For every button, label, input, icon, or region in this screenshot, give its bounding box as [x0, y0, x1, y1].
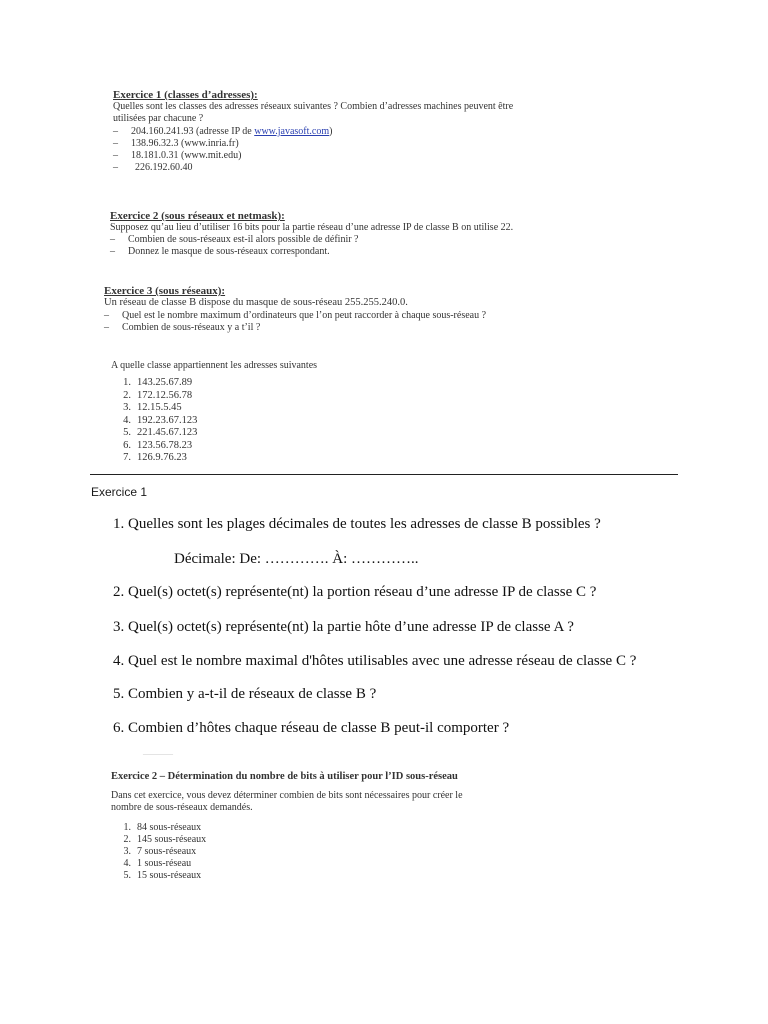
list-item: – Donnez le masque de sous-réseaux correspondant. — [110, 246, 330, 257]
exercise1-list — [113, 126, 513, 174]
exercise2-intro: Supposez qu’au lieu d’utiliser 16 bits pour la partie réseau d’une adresse IP de classe B on utilise 22. — [110, 222, 514, 233]
list-item: – Quel est le nombre maximum d’ordinateurs que l’on peut raccorder à chaque sous-réseau ? — [104, 309, 487, 321]
list-item: 1. 143.25.67.89 — [123, 377, 193, 388]
list-item: 5. 15 sous-réseaux — [123, 870, 202, 881]
exercise2-section — [110, 210, 513, 258]
question-4: 4. Quel est le nombre maximal d'hôtes utilisables avec une adresse réseau de classe C ? — [113, 653, 637, 669]
decimal-range-line: Décimale: De: …………. À: ………….. — [174, 551, 419, 567]
exercise2b-list — [111, 822, 463, 882]
list-item: 7. 126.9.76.23 — [123, 452, 187, 463]
exercise2b-intro-line2: nombre de sous-réseaux demandés. — [111, 802, 253, 813]
exercise3-intro: Un réseau de classe B dispose du masque de sous-réseau 255.255.240.0. — [104, 297, 408, 308]
list-item: 3. 12.15.5.45 — [123, 402, 182, 413]
list-item: – 18.181.0.31 (www.mit.edu) — [113, 150, 242, 161]
question-1: 1. Quelles sont les plages décimales de toutes les adresses de classe B possibles ? — [113, 516, 601, 532]
exercise1-title: Exercice 1 (classes d’adresses): — [113, 89, 258, 101]
javasoft-link[interactable]: www.javasoft.com — [254, 126, 330, 137]
question-2: 2. Quel(s) octet(s) représente(nt) la portion réseau d’une adresse IP de classe C ? — [113, 584, 597, 600]
exercise1-section — [113, 89, 513, 174]
list-item: – Combien de sous-réseaux y a t’il ? — [104, 321, 261, 333]
question-6: 6. Combien d’hôtes chaque réseau de classe B peut-il comporter ? — [113, 720, 510, 736]
exercise1-intro-line2: utilisées par chacune ? — [113, 113, 204, 124]
exercise1-intro-line1: Quelles sont les classes des adresses réseaux suivantes ? Combien d’adresses machines peuvent être — [113, 101, 514, 112]
list-item: – 204.160.241.93 (adresse IP de www.javasoft.com) — [113, 126, 333, 137]
part2-heading: Exercice 1 — [91, 485, 148, 499]
classes-section — [111, 360, 317, 465]
exercise2-title: Exercice 2 (sous réseaux et netmask): — [110, 210, 285, 222]
list-item: 4. 1 sous-réseau — [123, 858, 192, 869]
classes-list — [111, 377, 317, 465]
exercise3-title: Exercice 3 (sous réseaux): — [104, 285, 226, 297]
exercise3-section — [104, 285, 486, 334]
classes-intro: A quelle classe appartiennent les adresses suivantes — [111, 360, 318, 371]
list-item: 1. 84 sous-réseaux — [123, 822, 202, 833]
divider — [90, 474, 678, 475]
exercise2b-intro-line1: Dans cet exercice, vous devez déterminer combien de bits sont nécessaires pour créer le — [111, 790, 463, 801]
exercise2b-section — [111, 771, 463, 882]
question-3: 3. Quel(s) octet(s) représente(nt) la partie hôte d’une adresse IP de classe A ? — [113, 619, 574, 635]
question-5: 5. Combien y a-t-il de réseaux de classe B ? — [113, 686, 377, 702]
list-item: – Combien de sous-réseaux est-il alors possible de définir ? — [110, 234, 359, 245]
list-item: – 226.192.60.40 — [113, 162, 193, 173]
list-item: – 138.96.32.3 (www.inria.fr) — [113, 138, 239, 149]
list-item: 5. 221.45.67.123 — [123, 427, 198, 438]
list-item: 2. 172.12.56.78 — [123, 389, 193, 401]
exercise2b-title: Exercice 2 – Détermination du nombre de bits à utiliser pour l’ID sous-réseau — [111, 771, 458, 782]
list-item: 6. 123.56.78.23 — [123, 439, 193, 451]
list-item: 3. 7 sous-réseaux — [123, 846, 197, 857]
list-item: 4. 192.23.67.123 — [123, 414, 198, 426]
scan-artifact: ______ — [143, 745, 173, 756]
list-item: 2. 145 sous-réseaux — [123, 834, 207, 845]
